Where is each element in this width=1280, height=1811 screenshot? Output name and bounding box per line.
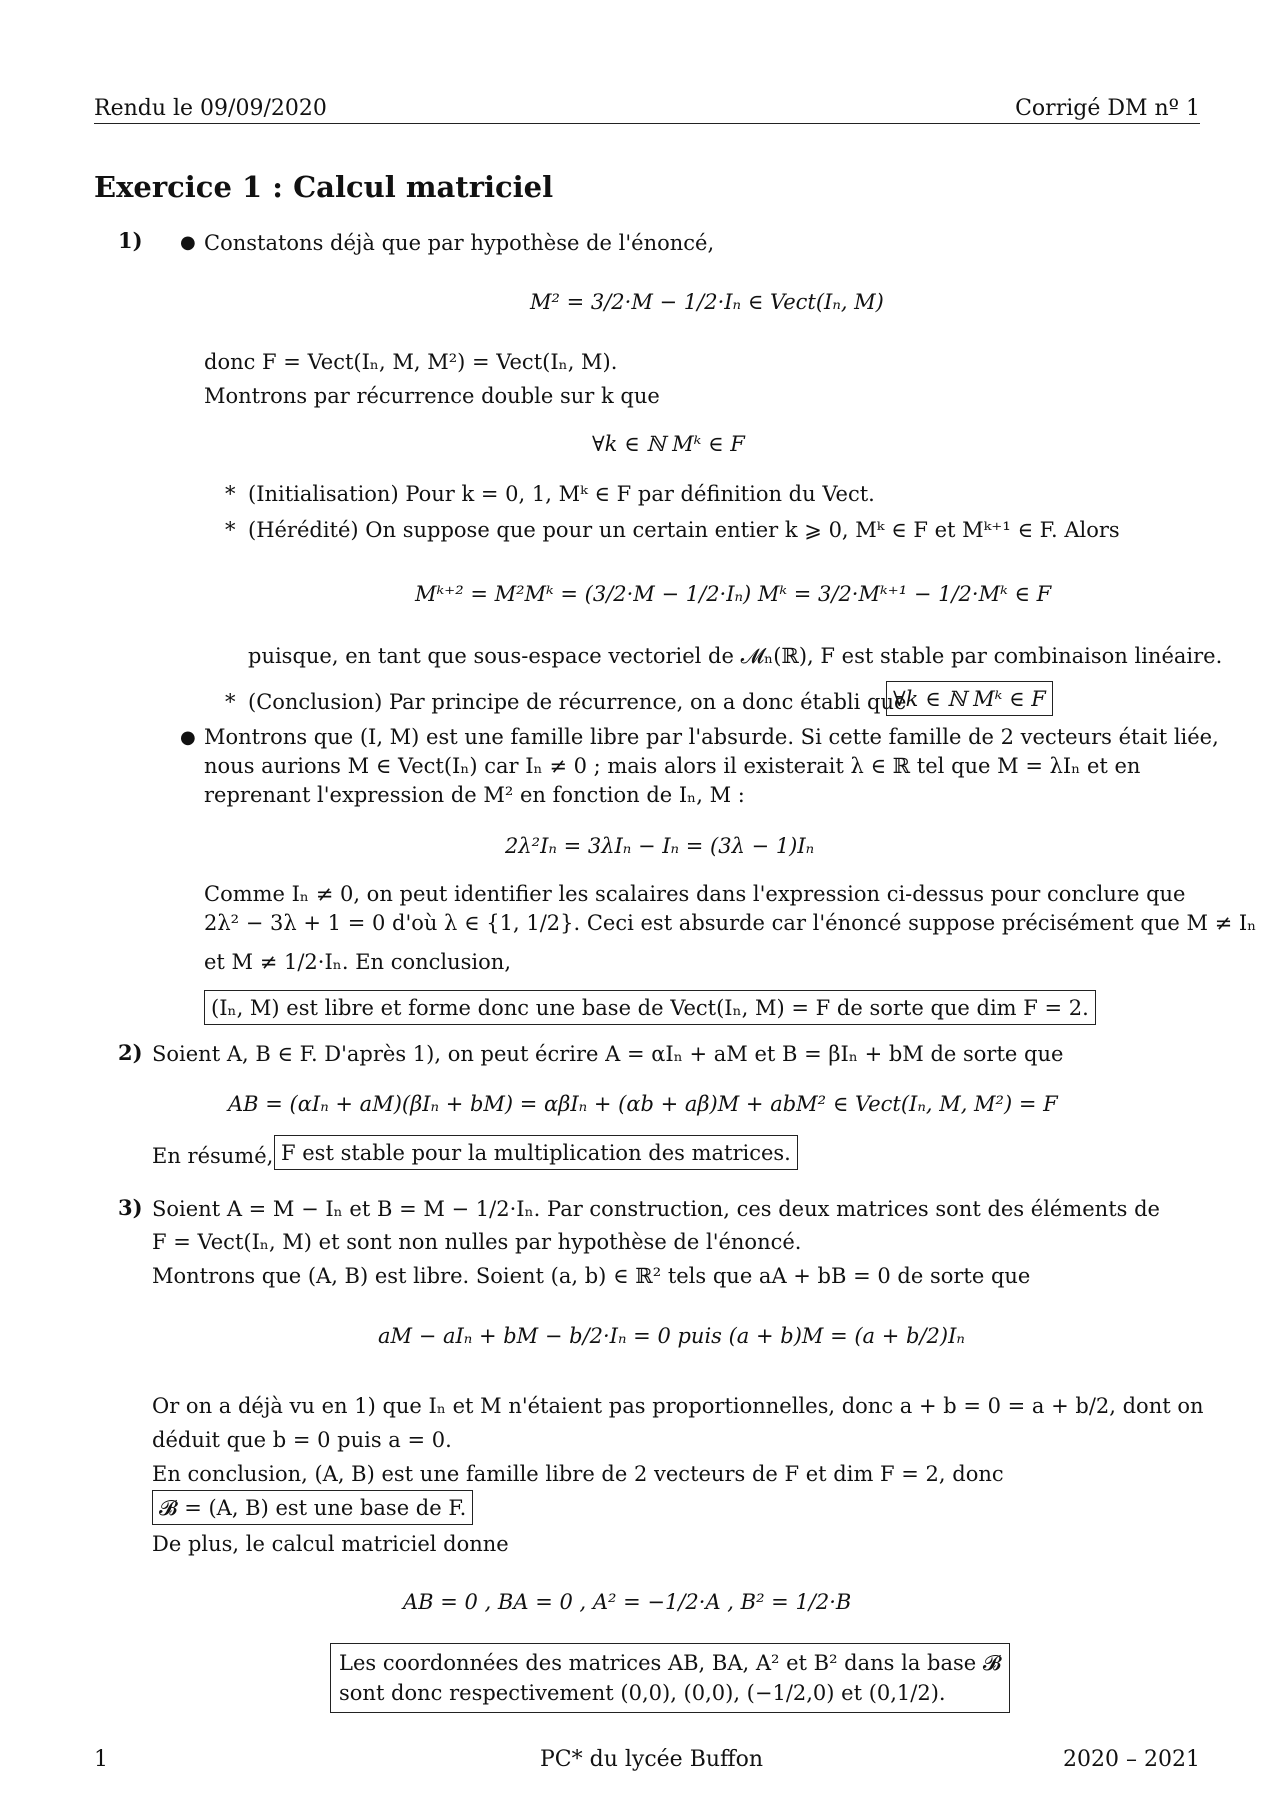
q3-final-box-line1: Les coordonnées des matrices AB, BA, A² et B² dans la base 𝓑 xyxy=(339,1651,1002,1675)
q3-line3: Montrons que (A, B) est libre. Soient (a, b) ∈ ℝ² tels que aA + bB = 0 de sorte que xyxy=(152,1264,1031,1288)
q1-equation-3: Mᵏ⁺² = M²Mᵏ = (3/2·M − 1/2·Iₙ) Mᵏ = 3/2·Mᵏ⁺¹ − 1/2·Mᵏ ∈ F xyxy=(415,582,1052,606)
footer-page-number: 1 xyxy=(94,1747,108,1772)
q1-bullet2-line3: reprenant l'expression de M² en fonction de Iₙ, M : xyxy=(204,783,745,807)
star-icon: * xyxy=(225,690,236,714)
question-2-number: 2) xyxy=(118,1040,143,1065)
q1-puisque: puisque, en tant que sous-espace vectoriel de 𝓜ₙ(ℝ), F est stable par combinaison linéaire. xyxy=(248,644,1223,668)
q1-conclusion-box: ∀k ∈ ℕ Mᵏ ∈ F xyxy=(886,681,1053,716)
q1-bullet2-line1: Montrons que (I, M) est une famille libre par l'absurde. Si cette famille de 2 vecteurs était liée, xyxy=(204,725,1219,749)
star-icon: * xyxy=(225,482,236,506)
q3-final-box xyxy=(330,1643,1010,1713)
q2-equation: AB = (αIₙ + aM)(βIₙ + bM) = αβIₙ + (αb + aβ)M + abM² ∈ Vect(Iₙ, M, M²) = F xyxy=(228,1092,1058,1116)
q1-intro: Constatons déjà que par hypothèse de l'énoncé, xyxy=(204,231,715,255)
header-right: Corrigé DM nº 1 xyxy=(1015,96,1200,121)
q1-equation-1: M² = 3/2·M − 1/2·Iₙ ∈ Vect(Iₙ, M) xyxy=(530,290,884,314)
q1-bullet2-line2: nous aurions M ∈ Vect(Iₙ) car Iₙ ≠ 0 ; mais alors il existerait λ ∈ ℝ tel que M = λIₙ et en xyxy=(204,754,1141,778)
q3-or-line2: déduit que b = 0 puis a = 0. xyxy=(152,1428,452,1452)
q3-or-line1: Or on a déjà vu en 1) que Iₙ et M n'étaient pas proportionnelles, donc a + b = 0 = a + b/2, dont on xyxy=(152,1394,1204,1418)
bullet-icon: ● xyxy=(180,727,196,748)
q3-equation-2: AB = 0 , BA = 0 , A² = −1/2·A , B² = 1/2·B xyxy=(403,1590,852,1614)
q1-initialisation: (Initialisation) Pour k = 0, 1, Mᵏ ∈ F par définition du Vect. xyxy=(248,482,875,506)
q3-line1: Soient A = M − Iₙ et B = M − 1/2·Iₙ. Par construction, ces deux matrices sont des éléments de xyxy=(152,1197,1160,1221)
q3-conclusion: En conclusion, (A, B) est une famille libre de 2 vecteurs de F et dim F = 2, donc xyxy=(152,1462,1004,1486)
q1-equation-2: ∀k ∈ ℕ Mᵏ ∈ F xyxy=(592,432,745,456)
header-rule xyxy=(94,123,1200,124)
q1-libre-box: (Iₙ, M) est libre et forme donc une base de Vect(Iₙ, M) = F de sorte que dim F = 2. xyxy=(204,990,1096,1025)
q3-line2: F = Vect(Iₙ, M) et sont non nulles par hypothèse de l'énoncé. xyxy=(152,1230,802,1254)
question-3-number: 3) xyxy=(118,1195,143,1220)
question-1-number: 1) xyxy=(118,228,143,253)
q1-donc: donc F = Vect(Iₙ, M, M²) = Vect(Iₙ, M). xyxy=(204,350,618,374)
q1-comme-line1: Comme Iₙ ≠ 0, on peut identifier les scalaires dans l'expression ci-dessus pour conclure que xyxy=(204,882,1186,906)
q3-final-box-line2: sont donc respectivement (0,0), (0,0), (−1/2,0) et (0,1/2). xyxy=(339,1681,946,1705)
q2-stable-box: F est stable pour la multiplication des matrices. xyxy=(274,1135,798,1170)
q1-montrons: Montrons par récurrence double sur k que xyxy=(204,384,660,408)
footer-right: 2020 – 2021 xyxy=(1063,1747,1200,1772)
q3-equation-1: aM − aIₙ + bM − b/2·Iₙ = 0 puis (a + b)M = (a + b/2)Iₙ xyxy=(378,1324,965,1348)
q1-heredite: (Hérédité) On suppose que pour un certain entier k ⩾ 0, Mᵏ ∈ F et Mᵏ⁺¹ ∈ F. Alors xyxy=(248,518,1120,542)
q1-comme-line3: et M ≠ 1/2·Iₙ. En conclusion, xyxy=(204,950,511,974)
q3-base-box: 𝓑 = (A, B) est une base de F. xyxy=(152,1490,473,1525)
q1-comme-line2: 2λ² − 3λ + 1 = 0 d'où λ ∈ {1, 1/2}. Ceci est absurde car l'énoncé suppose précisément que M ≠ Iₙ xyxy=(204,911,1257,935)
star-icon: * xyxy=(225,518,236,542)
header-left: Rendu le 09/09/2020 xyxy=(94,96,327,121)
q1-conclusion-text: (Conclusion) Par principe de récurrence, on a donc établi que xyxy=(248,690,907,714)
q2-line1: Soient A, B ∈ F. D'après 1), on peut écrire A = αIₙ + aM et B = βIₙ + bM de sorte que xyxy=(152,1042,1064,1066)
q2-resume: En résumé, xyxy=(152,1144,274,1168)
exercise-title: Exercice 1 : Calcul matriciel xyxy=(94,170,554,204)
q1-equation-4: 2λ²Iₙ = 3λIₙ − Iₙ = (3λ − 1)Iₙ xyxy=(505,834,815,858)
footer-center: PC* du lycée Buffon xyxy=(540,1747,764,1772)
bullet-icon: ● xyxy=(180,232,196,253)
q3-de-plus: De plus, le calcul matriciel donne xyxy=(152,1532,509,1556)
